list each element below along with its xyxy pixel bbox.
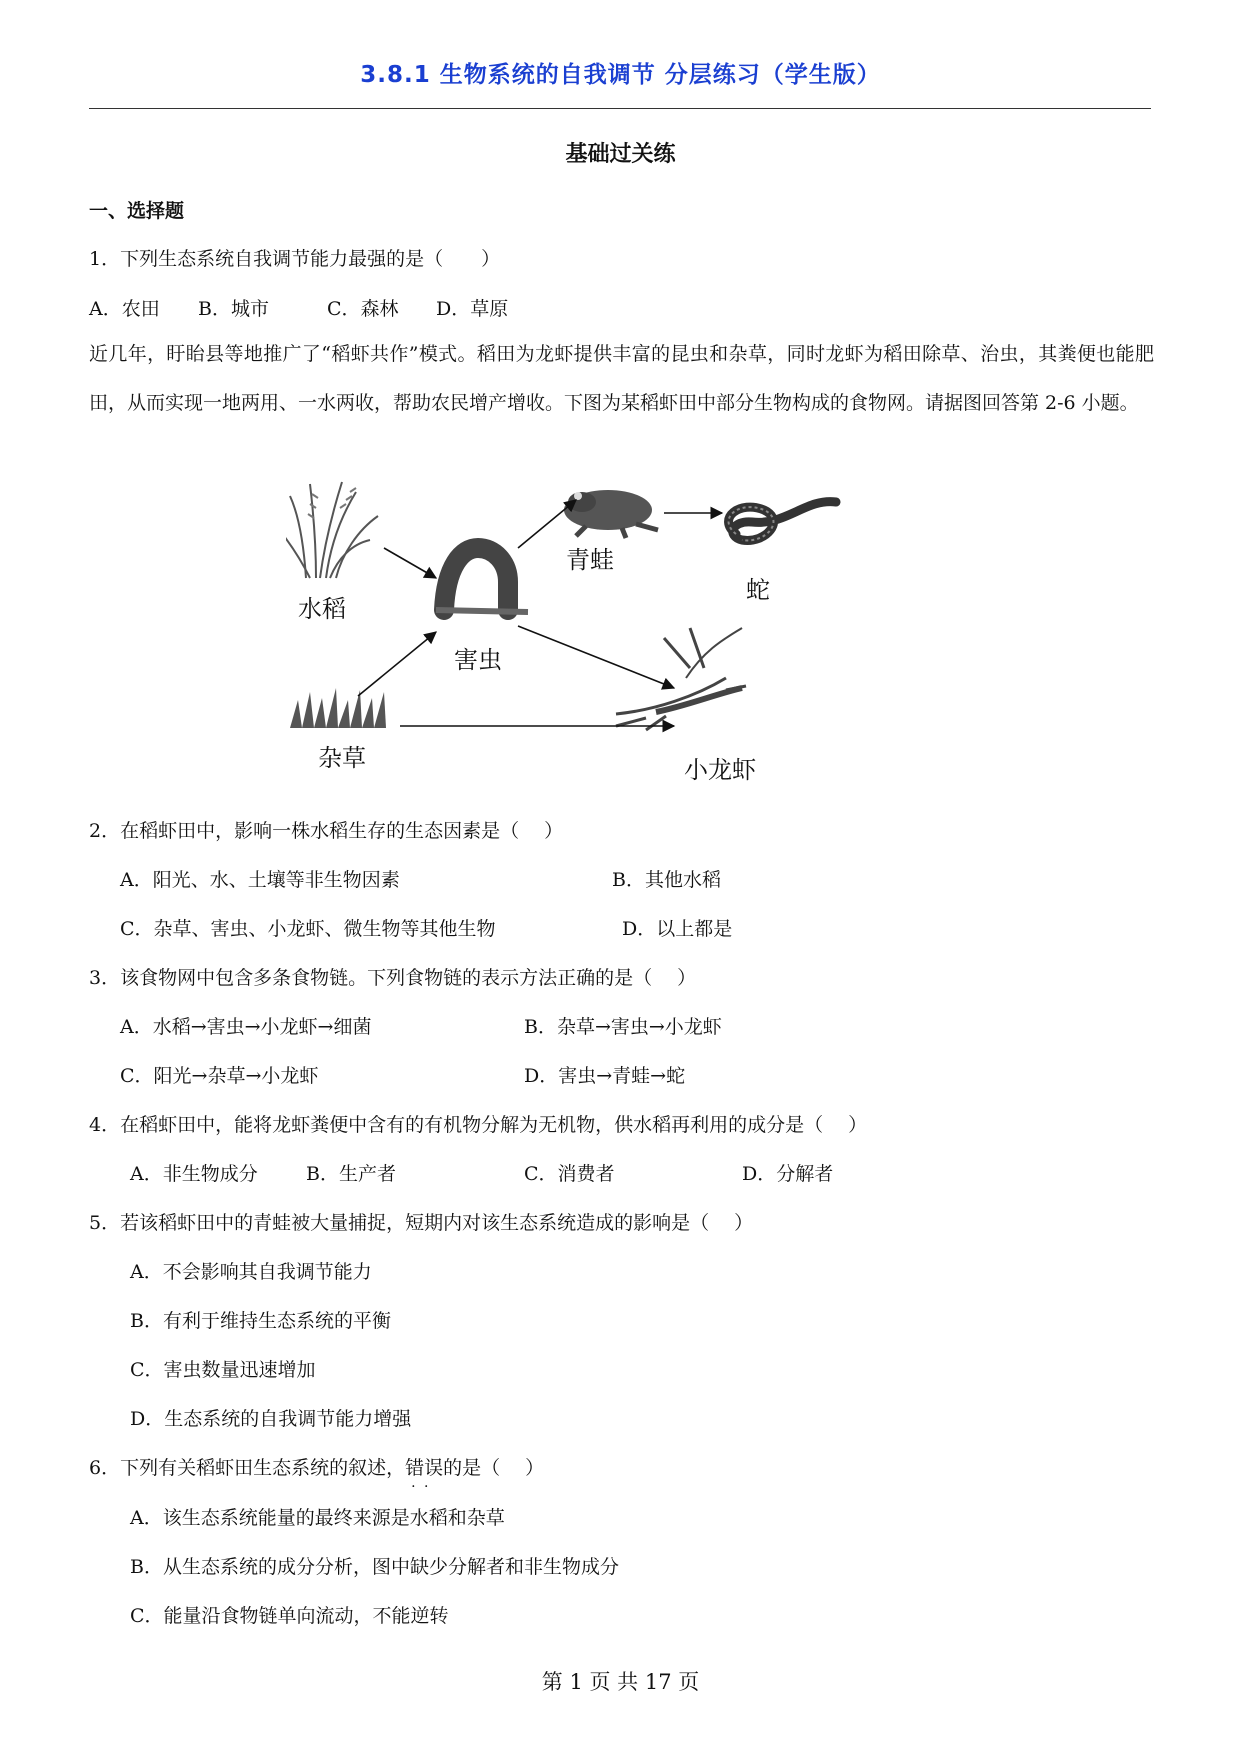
- question-1-option-b: B．城市: [198, 298, 269, 320]
- question-4-option-c: C．消费者: [524, 1163, 615, 1185]
- question-2-option-d: D．以上都是: [622, 918, 733, 940]
- node-pest-label: 害虫: [454, 646, 502, 674]
- question-4-option-a: A．非生物成分: [130, 1163, 258, 1185]
- question-3-option-d: D．害虫→青蛙→蛇: [524, 1065, 686, 1087]
- question-6-option-a: A．该生态系统能量的最终来源是水稻和杂草: [130, 1507, 505, 1529]
- question-5-option-a: A．不会影响其自我调节能力: [130, 1261, 372, 1283]
- part-title: 一、选择题: [89, 200, 185, 222]
- question-5-stem: 5．若该稻虾田中的青蛙被大量捕捉，短期内对该生态系统造成的影响是（ ）: [89, 1212, 754, 1234]
- section-title: 基础过关练: [565, 142, 676, 167]
- node-snake-label: 蛇: [746, 576, 770, 604]
- snake-image: [729, 502, 836, 541]
- reading-passage: 近几年，盱眙县等地推广了“稻虾共作”模式。稻田为龙虾提供丰富的昆虫和杂草，同时龙虾为稻田除草、治虫，其粪便也能肥田，从而实现一地两用、一水两收，帮助农民增产增收。下图为某稻虾田中部分生物构成的食物网。请据图回答第 2-6 小题。: [89, 343, 1154, 414]
- food-web-figure: [286, 478, 946, 790]
- question-6-stem-start: 6．下列有关稻虾田生态系统的叙述，: [89, 1457, 406, 1479]
- question-6-stem: [89, 1453, 544, 1480]
- question-4-option-b: B．生产者: [306, 1163, 396, 1185]
- arrow-pest-to-frog: [518, 500, 576, 548]
- question-2-option-b: B．其他水稻: [612, 869, 721, 891]
- question-1-option-a: A．农田: [89, 298, 160, 320]
- node-frog-label: 青蛙: [566, 546, 614, 574]
- question-2-option-c: C．杂草、害虫、小龙虾、微生物等其他生物: [120, 918, 496, 940]
- question-2-stem: 2．在稻虾田中，影响一株水稻生存的生态因素是（ ）: [89, 820, 564, 842]
- arrow-pest-to-crayfish: [518, 626, 674, 688]
- header-rule: [89, 108, 1151, 109]
- question-6-stem-end: 的是（ ）: [443, 1457, 545, 1479]
- node-weeds-label: 杂草: [318, 744, 366, 772]
- question-2-option-a: A．阳光、水、土壤等非生物因素: [120, 869, 400, 891]
- question-5-option-c: C．害虫数量迅速增加: [130, 1359, 316, 1381]
- question-3-option-b: B．杂草→害虫→小龙虾: [524, 1016, 722, 1038]
- crayfish-image: [616, 628, 746, 730]
- question-6-emphasis: 错误 · ·: [405, 1453, 443, 1480]
- question-6-option-b: B．从生态系统的成分分析，图中缺少分解者和非生物成分: [130, 1556, 619, 1578]
- question-3-stem: 3．该食物网中包含多条食物链。下列食物链的表示方法正确的是（ ）: [89, 967, 697, 989]
- question-5-option-d: D．生态系统的自我调节能力增强: [130, 1408, 412, 1430]
- arrow-rice-to-pest: [384, 548, 436, 578]
- question-3-option-a: A．水稻→害虫→小龙虾→细菌: [120, 1016, 372, 1038]
- question-1-option-d: D．草原: [436, 298, 509, 320]
- page-footer: 第 1 页 共 17 页: [541, 1670, 700, 1694]
- frog-image: [564, 490, 658, 538]
- document-title: 3.8.1 生物系统的自我调节 分层练习（学生版）: [360, 62, 881, 88]
- question-4-option-d: D．分解者: [742, 1163, 834, 1185]
- question-4-stem: 4．在稻虾田中，能将龙虾粪便中含有的有机物分解为无机物，供水稻再利用的成分是（ ）: [89, 1114, 868, 1136]
- question-1-option-c: C．森林: [327, 298, 399, 320]
- arrow-weeds-to-pest: [358, 632, 436, 696]
- weeds-image: [290, 688, 386, 728]
- question-6-option-c: C．能量沿食物链单向流动，不能逆转: [130, 1605, 449, 1627]
- question-5-option-b: B．有利于维持生态系统的平衡: [130, 1310, 391, 1332]
- node-rice-label: 水稻: [298, 595, 346, 623]
- question-3-option-c: C．阳光→杂草→小龙虾: [120, 1065, 319, 1087]
- pest-caterpillar-image: [436, 548, 528, 612]
- rice-plant-image: [286, 482, 378, 578]
- question-1-stem: 1．下列生态系统自我调节能力最强的是（ ）: [89, 248, 501, 270]
- node-crayfish-label: 小龙虾: [684, 756, 756, 784]
